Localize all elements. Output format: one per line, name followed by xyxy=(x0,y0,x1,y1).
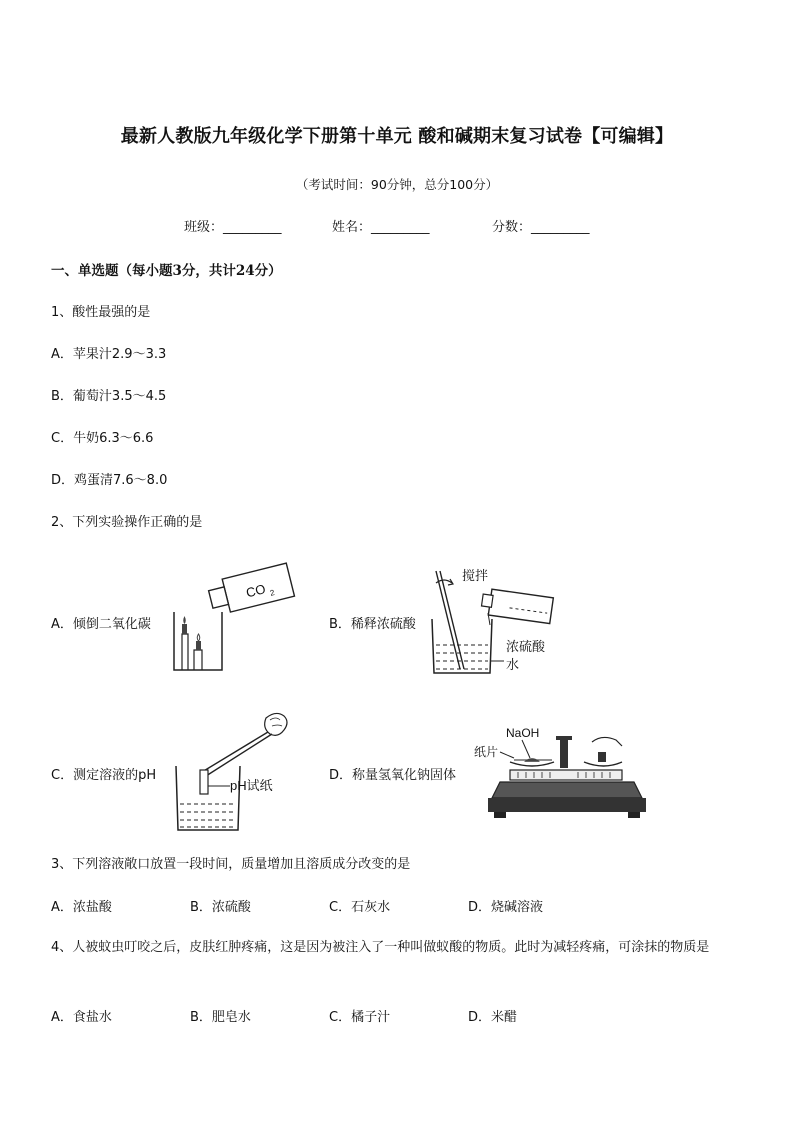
q4-option-a[interactable]: A．食盐水 xyxy=(51,1010,112,1025)
q2-option-b[interactable]: B．稀释浓硫酸 xyxy=(329,617,416,632)
co2-label: CO xyxy=(244,581,268,601)
section-heading: 一、单选题（每小题3分，共计24分） xyxy=(51,263,282,279)
exam-title: 最新人教版九年级化学下册第十单元 酸和碱期末复习试卷【可编辑】 xyxy=(120,126,674,147)
q4-option-b[interactable]: B．肥皂水 xyxy=(190,1010,251,1025)
q1-stem: 1、酸性最强的是 xyxy=(51,305,151,320)
q2-option-d[interactable]: D．称量氢氧化钠固体 xyxy=(329,768,457,783)
q3-option-a[interactable]: A．浓盐酸 xyxy=(51,900,112,915)
ph-paper-label: pH试纸 xyxy=(230,778,273,793)
stir-label: 搅拌 xyxy=(462,568,489,583)
q4-option-d[interactable]: D．米醋 xyxy=(468,1010,518,1025)
water-label: 水 xyxy=(506,657,520,672)
figure-measure-ph xyxy=(172,708,302,834)
q3-option-d[interactable]: D．烧碱溶液 xyxy=(468,900,544,915)
acid-label: 浓硫酸 xyxy=(506,639,546,654)
co2-subscript: 2 xyxy=(269,587,276,598)
q4-stem: 4、人被蚊虫叮咬之后，皮肤红肿疼痛，这是因为被注入了一种叫做蚁酸的物质。此时为减轻疼痛，可涂抹的物质是 xyxy=(51,940,710,955)
name-field[interactable]: 姓名：_________ xyxy=(332,220,430,235)
q3-option-c[interactable]: C．石灰水 xyxy=(329,900,391,915)
q1-option-c[interactable]: C．牛奶6.3～6.6 xyxy=(51,431,154,446)
class-field[interactable]: 班级：_________ xyxy=(184,220,282,235)
q1-option-b[interactable]: B．葡萄汁3.5～4.5 xyxy=(51,389,167,404)
q2-option-c[interactable]: C．测定溶液的pH xyxy=(51,768,157,783)
q3-stem: 3、下列溶液敞口放置一段时间，质量增加且溶质成分改变的是 xyxy=(51,857,411,872)
q1-option-d[interactable]: D．鸡蛋清7.6～8.0 xyxy=(51,473,168,488)
q1-option-a[interactable]: A．苹果汁2.9～3.3 xyxy=(51,347,167,362)
figure-weigh-naoh xyxy=(474,722,624,822)
figure-dilute-acid xyxy=(430,565,570,677)
exam-subtitle: （考试时间：90分钟，总分100分） xyxy=(295,177,499,192)
figure-pour-co2 xyxy=(168,566,298,676)
q2-stem: 2、下列实验操作正确的是 xyxy=(51,515,203,530)
score-field[interactable]: 分数：_________ xyxy=(492,220,590,235)
q3-option-b[interactable]: B．浓硫酸 xyxy=(190,900,251,915)
q4-option-c[interactable]: C．橘子汁 xyxy=(329,1010,391,1025)
paper-slip-label: 纸片 xyxy=(474,745,499,759)
naoh-label: NaOH xyxy=(506,726,540,740)
q2-option-a[interactable]: A．倾倒二氧化碳 xyxy=(51,617,151,632)
